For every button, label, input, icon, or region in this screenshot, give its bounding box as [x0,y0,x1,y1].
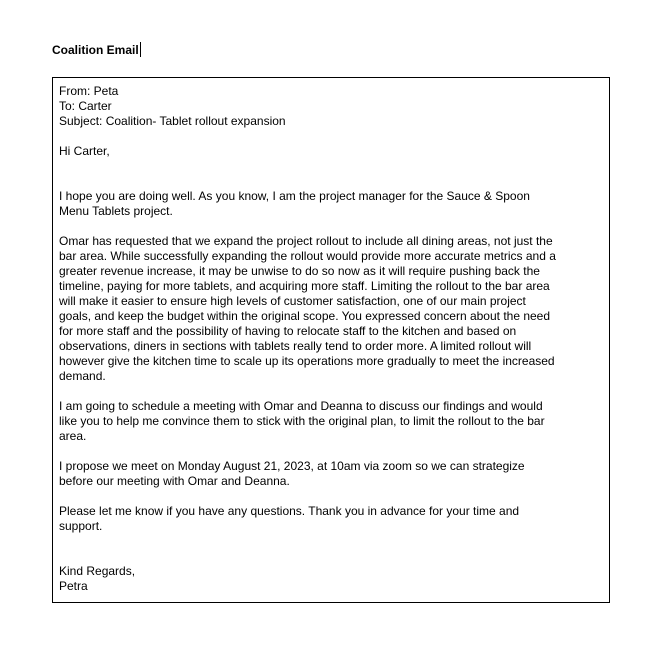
paragraph-line: will make it easier to ensure high levels of customer satisfaction, one of our main project [59,294,526,308]
paragraph-line: I hope you are doing well. As you know, I am the project manager for the Sauce & Spoon [59,189,530,203]
paragraph-closing [59,504,603,534]
email-signoff: Kind Regards, [59,564,136,578]
email-from: From: Peta [59,84,119,98]
email-body-box[interactable] [52,77,610,603]
paragraph-line: demand. [59,369,106,383]
paragraph-rollout [59,234,603,384]
paragraph-intro [59,189,603,219]
paragraph-line: greater revenue increase, it may be unwise to do so now as it will require pushing back the [59,264,540,278]
text-cursor [140,42,141,57]
document-title[interactable] [52,42,141,58]
paragraph-line: support. [59,519,103,533]
paragraph-line: area. [59,429,87,443]
paragraph-line: Menu Tablets project. [59,204,173,218]
paragraph-line: Please let me know if you have any questions. Thank you in advance for your time and [59,504,520,518]
spacer [59,489,603,504]
paragraph-line: for more staff and the possibility of having to relocate staff to the kitchen and based on [59,324,517,338]
paragraph-line: observations, diners in sections with tablets really tend to order more. A limited rollout will [59,339,532,353]
spacer [59,219,603,234]
paragraph-line: timeline, paying for more tablets, and acquiring more staff. Limiting the rollout to the bar area [59,279,550,293]
paragraph-line: goals, and keep the budget within the original scope. You expressed concern about the need [59,309,551,323]
document-title-text: Coalition Email [52,43,139,57]
email-subject: Subject: Coalition- Tablet rollout expansion [59,114,286,128]
paragraph-line: like you to help me convince them to stick with the original plan, to limit the rollout to the bar [59,414,545,428]
spacer [59,444,603,459]
paragraph-line: I propose we meet on Monday August 21, 2023, at 10am via zoom so we can strategize [59,459,525,473]
paragraph-meeting [59,399,603,444]
paragraph-proposal [59,459,603,489]
paragraph-line: I am going to schedule a meeting with Omar and Deanna to discuss our findings and would [59,399,543,413]
email-greeting: Hi Carter, [59,144,110,158]
email-signature: Petra [59,579,88,593]
paragraph-line: before our meeting with Omar and Deanna. [59,474,290,488]
spacer [59,129,603,144]
email-to: To: Carter [59,99,112,113]
paragraph-line: however give the kitchen time to scale up its operations more gradually to meet the increased [59,354,555,368]
paragraph-line: bar area. While successfully expanding the rollout would provide more accurate metrics and a [59,249,556,263]
spacer [59,534,603,564]
spacer [59,384,603,399]
paragraph-line: Omar has requested that we expand the project rollout to include all dining areas, not just the [59,234,553,248]
spacer [59,159,603,189]
